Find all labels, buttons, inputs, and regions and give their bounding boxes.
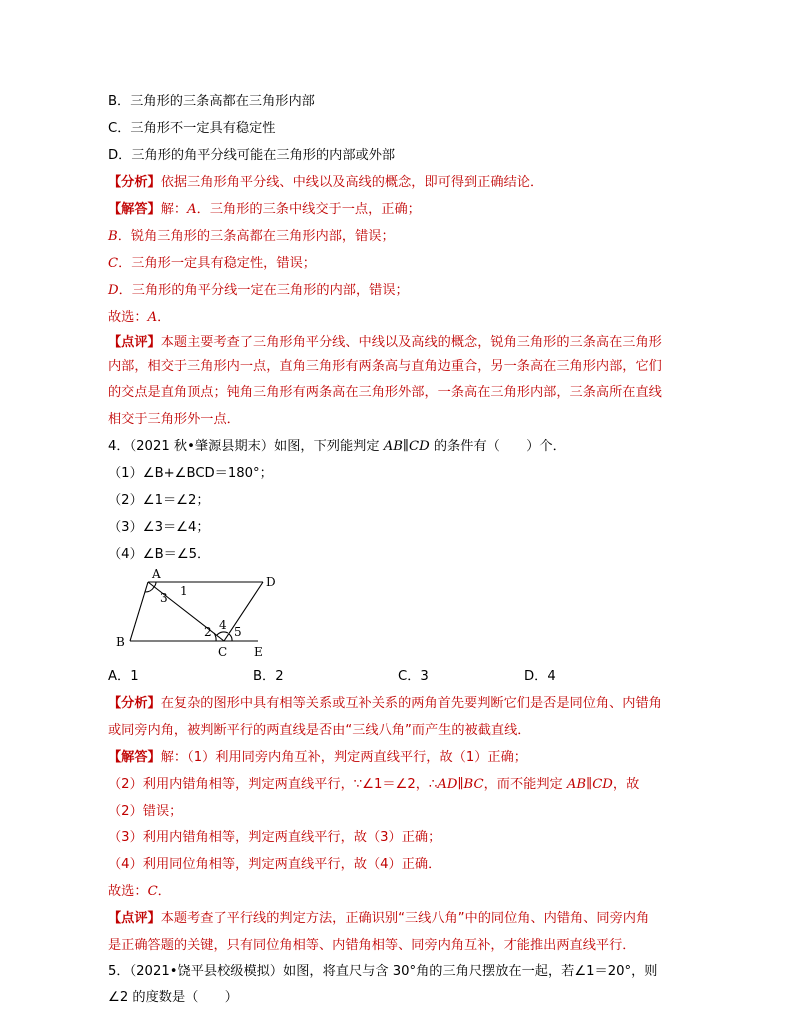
q3-comment-line-3: 的交点是直角顶点；钝角三角形有两条高在三角形外部，一条高在三角形内部，三条高所在直线 [108,385,662,400]
q4-comment-line-1 [108,910,649,928]
q4-stem-b: 的条件有（ ）个． [429,439,566,454]
choice-prefix: 故选： [108,884,148,899]
choice-prefix: 故选： [108,310,148,325]
comment-tag: 【点评】 [108,335,161,350]
q4-analysis-line-2: 或同旁内角，被判断平行的两直线是否由“三线八角”而产生的被截直线． [108,723,531,738]
label-d: D [266,575,276,589]
q5-stem-line-2: ∠2 的度数是（ ） [108,990,238,1005]
q4-stem-relation: AB∥CD [383,439,430,454]
q4-comment-line-2: 是正确答题的关键，只有同位角相等、内错角相等、同旁内角互补，才能推出两直线平行． [108,938,636,953]
analysis-text: 在复杂的图形中具有相等关系或互补关系的两角首先要判断它们是否是同位角、内错角 [160,696,662,711]
q4-stem-a: 4．（2021 秋•肇源县期末）如图，下列能判定 [108,439,384,454]
answer-text: 解：（1）利用同旁内角互补，判定两直线平行，故（1）正确； [160,750,527,765]
q4-answer-line-1 [108,749,527,767]
answer-letter: D [108,283,119,298]
answer-tag: 【解答】 [108,202,161,217]
angle-5-arc [229,634,232,641]
q3-answer-line-1 [108,201,421,219]
q4-condition-1: （1）∠B+∠BCD＝180°； [108,466,273,481]
answer-text: ，故 [612,777,640,792]
label-angle-4: 4 [219,618,227,632]
line-cd [224,582,263,641]
q4-answer-line-2-cont: （2）错误； [108,804,183,819]
q4-condition-2: （2）∠1＝∠2； [108,493,210,508]
analysis-tag: 【分析】 [108,175,161,190]
q3-answer-line-3 [108,255,316,273]
label-a: A [152,567,161,581]
q4-option-c: C．3 [398,669,429,684]
q3-option-d: D．三角形的角平分线可能在三角形的内部或外部 [108,148,396,163]
q4-choice [108,883,171,901]
answer-relation: AD∥BC [437,777,484,792]
q5-stem-line-1: 5．（2021•饶平县校级模拟）如图，将直尺与含 30°角的三角尺摆放在一起，若∠1＝20°，则 [108,964,658,979]
answer-text: （2）利用内错角相等，判定两直线平行，∵∠1＝∠2，∴ [108,777,438,792]
q4-option-a: A．1 [108,669,139,684]
q3-comment-line-4: 相交于三角形外一点． [108,412,240,427]
angle-4-arc [217,632,228,635]
q3-answer-line-4 [108,282,409,300]
choice-letter: A [147,310,158,325]
label-b: B [116,635,125,649]
answer-letter: A [187,202,197,217]
q4-condition-4: （4）∠B＝∠5． [108,547,211,562]
label-c: C [218,645,228,659]
answer-relation: AB∥CD [566,777,613,792]
q4-option-d: D．4 [524,669,556,684]
label-angle-5: 5 [234,625,242,639]
label-angle-1: 1 [180,584,188,598]
answer-text: ．三角形的三条中线交于一点，正确； [196,202,421,217]
q3-option-b: B．三角形的三条高都在三角形内部 [108,94,315,109]
choice-suffix: ． [157,310,171,325]
q4-stem [108,438,566,456]
choice-suffix: ． [157,884,171,899]
angle-1-arc [154,582,156,587]
q3-option-c: C．三角形不一定具有稳定性 [108,121,276,136]
q4-analysis-line-1 [108,695,662,713]
q3-comment-line-1 [108,334,662,352]
q3-comment-line-2: 内部，相交于三角形内一点，直角三角形有两条高与直角边重合，另一条高在三角形内部，它们 [108,359,662,374]
choice-letter: C [147,884,158,899]
answer-letter: B [108,229,118,244]
q3-choice [108,309,170,327]
comment-tag: 【点评】 [108,911,161,926]
answer-letter: C [108,256,119,271]
comment-text: 本题考查了平行线的判定方法，正确识别“三线八角”中的同位角、内错角、同旁内角 [160,911,650,926]
q3-answer-line-2 [108,228,395,246]
q4-condition-3: （3）∠3＝∠4； [108,520,210,535]
label-e: E [254,645,263,659]
analysis-tag: 【分析】 [108,696,161,711]
label-angle-3: 3 [160,591,168,605]
answer-text: ．锐角三角形的三条高都在三角形内部，错误； [117,229,395,244]
answer-lead: 解： [160,202,188,217]
q3-analysis [108,174,543,192]
analysis-text: 依据三角形角平分线、中线以及高线的概念，即可得到正确结论． [160,175,544,190]
q4-answer-line-4: （4）利用同位角相等，判定两直线平行，故（4）正确． [108,857,442,872]
line-ab [130,582,148,641]
comment-text: 本题主要考查了三角形角平分线、中线以及高线的概念，锐角三角形的三条高在三角形 [160,335,662,350]
q4-option-b: B．2 [253,669,284,684]
q4-answer-line-2 [108,776,639,794]
parallelogram-figure [108,566,278,662]
answer-text: ．三角形一定具有稳定性，错误； [118,256,316,271]
q4-answer-line-3: （3）利用内错角相等，判定两直线平行，故（3）正确； [108,830,442,845]
answer-text: ，而不能判定 [483,777,567,792]
answer-tag: 【解答】 [108,750,161,765]
answer-text: ．三角形的角平分线一定在三角形的内部，错误； [118,283,409,298]
label-angle-2: 2 [204,625,212,639]
